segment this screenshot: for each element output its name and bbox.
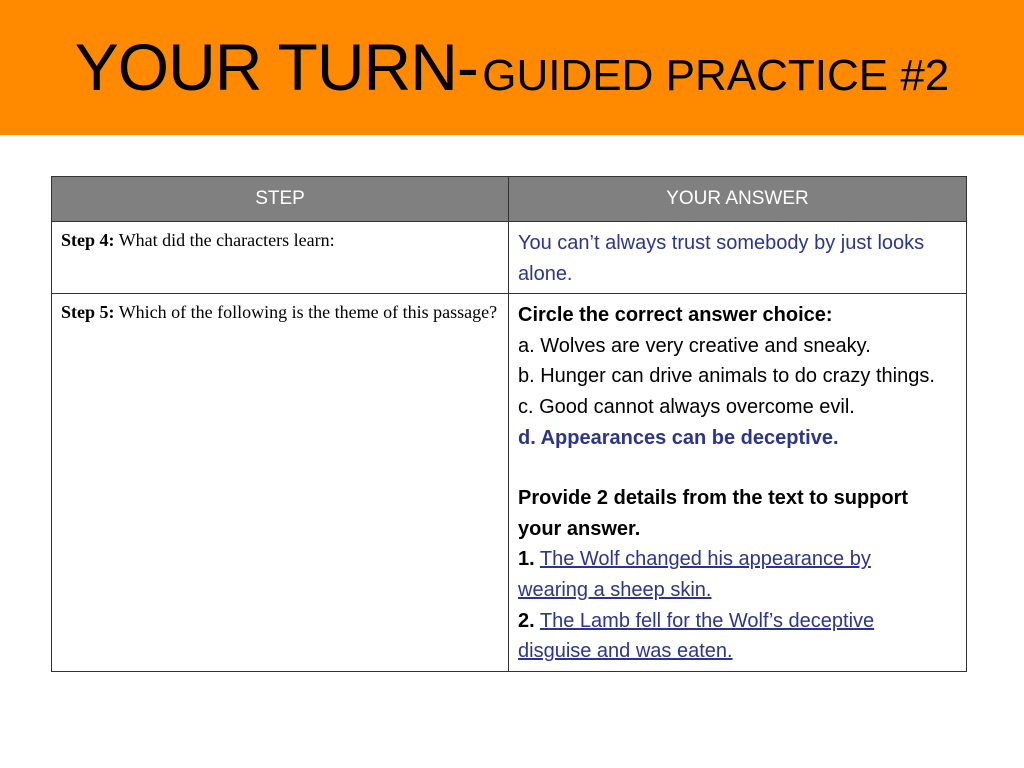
step4-answer: You can’t always trust somebody by just looks alone. <box>518 232 925 285</box>
detail-2-text: The Lamb fell for the Wolf’s deceptive disguise and was eaten. <box>518 609 875 663</box>
step5-label: Step 5: <box>61 302 115 323</box>
step5-question: Which of the following is the theme of this passage? <box>118 302 498 323</box>
detail-1-number: 1. <box>518 548 535 571</box>
choice-a: a. Wolves are very creative and sneaky. <box>518 334 871 357</box>
step5-answer-cell <box>509 294 967 672</box>
blank-line <box>518 453 946 483</box>
table-row <box>52 294 967 672</box>
detail-1 <box>518 544 946 605</box>
title-sub: GUIDED PRACTICE #2 <box>482 51 950 100</box>
choice-b: b. Hunger can drive animals to do crazy things. <box>518 365 935 388</box>
step4-answer-cell <box>509 222 967 294</box>
header-answer: YOUR ANSWER <box>509 177 967 222</box>
slide-title <box>0 0 1024 135</box>
practice-table <box>51 176 967 672</box>
table-header-row <box>52 177 967 222</box>
detail-1-text: The Wolf changed his appearance by wearing a sheep skin. <box>518 548 871 601</box>
choice-c: c. Good cannot always overcome evil. <box>518 395 855 418</box>
circle-instruction: Circle the correct answer choice: <box>518 304 833 327</box>
step4-label: Step 4: <box>61 230 115 250</box>
step4-cell <box>52 222 509 294</box>
step5-cell <box>52 294 509 672</box>
table-row <box>52 222 967 294</box>
step4-question: What did the characters learn: <box>118 230 335 250</box>
detail-2 <box>518 606 946 667</box>
header-step: STEP <box>52 177 509 222</box>
detail-2-number: 2. <box>518 609 535 632</box>
title-main: YOUR TURN- <box>74 30 478 104</box>
details-prompt: Provide 2 details from the text to support your answer. <box>518 487 909 540</box>
choice-d-correct: d. Appearances can be deceptive. <box>518 426 839 449</box>
